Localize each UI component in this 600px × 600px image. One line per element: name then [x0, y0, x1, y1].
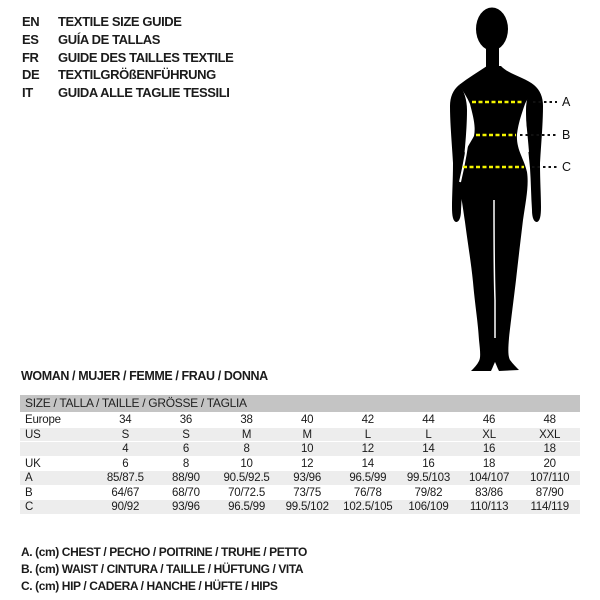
language-code: FR — [22, 49, 39, 65]
cell: 64/67 — [111, 486, 140, 499]
cell: 104/107 — [468, 472, 510, 484]
language-row — [22, 48, 233, 66]
language-label: GUIDA ALLE TAGLIE TESSILI — [58, 85, 230, 101]
cell: 16 — [482, 443, 496, 455]
language-row — [22, 31, 233, 49]
woman-silhouette — [450, 8, 543, 372]
table-row-waist — [20, 485, 580, 500]
cell: 12 — [361, 443, 375, 455]
language-list — [22, 13, 233, 101]
body-measurement-figure — [440, 0, 600, 380]
legend-waist: B. (cm) WAIST / CINTURA / TAILLE / HÜFTUNG / VITA — [21, 562, 304, 577]
row-label: A — [25, 472, 33, 484]
waist-label: B — [562, 128, 571, 142]
cell: 44 — [422, 414, 435, 426]
cell: 76/78 — [353, 486, 382, 499]
cell: 83/86 — [475, 486, 503, 499]
row-label: Europe — [25, 414, 61, 426]
cell: 99.5/103 — [406, 472, 451, 484]
cell: 70/72.5 — [228, 486, 266, 499]
cell: 90/92 — [111, 501, 140, 513]
cell: 99.5/102 — [285, 501, 329, 513]
cell: 36 — [179, 414, 193, 426]
row-label — [20, 442, 95, 457]
woman-silhouette-figure — [440, 0, 600, 380]
language-row — [22, 66, 233, 84]
language-label: GUIDE DES TAILLES TEXTILE — [58, 49, 234, 65]
table-row-europe — [20, 412, 580, 427]
table-row-us — [20, 427, 580, 442]
cell: 88/90 — [172, 472, 200, 484]
cell: 10 — [300, 443, 314, 455]
cell: 96.5/99 — [228, 501, 266, 513]
legend-hip: C. (cm) HIP / CADERA / HANCHE / HÜFTE / HIPS — [21, 579, 278, 594]
table-row-chest — [20, 470, 580, 485]
cell: 48 — [543, 414, 556, 426]
cell: 6 — [182, 443, 190, 455]
measurement-legend — [21, 544, 307, 596]
language-row — [22, 13, 233, 31]
cell: 16 — [422, 457, 435, 470]
table-row-us-numeric — [20, 441, 580, 456]
cell: 93/96 — [293, 472, 322, 484]
cell: 93/96 — [172, 501, 200, 513]
cell: 42 — [361, 414, 375, 426]
cell: 18 — [543, 443, 556, 455]
table-row-hip — [20, 499, 580, 514]
chest-label: A — [562, 95, 571, 109]
cell: 8 — [243, 443, 250, 455]
language-label: TEXTILE SIZE GUIDE — [58, 14, 182, 30]
cell: M — [302, 428, 312, 441]
cell: 34 — [119, 414, 132, 426]
cell: 96.5/99 — [349, 472, 387, 484]
row-label: B — [25, 486, 33, 499]
language-label: TEXTILGRÖßENFÜHRUNG — [58, 67, 216, 83]
cell: S — [182, 428, 190, 441]
cell: 40 — [300, 414, 314, 426]
cell: 38 — [240, 414, 253, 426]
cell: XL — [482, 428, 496, 441]
cell: L — [364, 428, 371, 441]
language-row — [22, 84, 233, 102]
cell: 107/110 — [530, 472, 570, 484]
cell: 79/82 — [414, 486, 443, 499]
row-label: C — [25, 501, 34, 513]
language-code: DE — [22, 67, 40, 83]
table-row-uk — [20, 456, 580, 471]
row-label: UK — [25, 457, 41, 470]
language-code: IT — [22, 85, 33, 101]
cell: M — [241, 428, 252, 441]
row-label: US — [25, 428, 41, 441]
cell: 8 — [182, 457, 190, 470]
cell: 14 — [422, 443, 435, 455]
cell: 85/87.5 — [106, 472, 144, 484]
size-table-header: SIZE / TALLA / TAILLE / GRÖSSE / TAGLIA — [20, 395, 580, 412]
language-code: ES — [22, 32, 39, 48]
cell: 114/119 — [530, 501, 569, 513]
cell: 4 — [122, 443, 129, 455]
cell: 68/70 — [172, 486, 200, 499]
cell: 106/109 — [408, 501, 449, 513]
cell: 14 — [361, 457, 375, 470]
cell: 73/75 — [293, 486, 322, 499]
cell: XXL — [539, 428, 561, 441]
cell: 6 — [122, 457, 129, 470]
cell: 10 — [240, 457, 253, 470]
language-label: GUÍA DE TALLAS — [58, 32, 161, 48]
size-table — [20, 395, 580, 514]
cell: S — [121, 428, 130, 441]
cell: L — [425, 428, 432, 441]
cell: 12 — [300, 457, 314, 470]
cell: 18 — [482, 457, 496, 470]
language-code: EN — [22, 14, 40, 30]
cell: 20 — [543, 457, 556, 470]
cell: 110/113 — [469, 501, 509, 513]
legend-chest: A. (cm) CHEST / PECHO / POITRINE / TRUHE / PETTO — [21, 545, 307, 559]
hip-label: C — [562, 160, 572, 174]
cell: 90.5/92.5 — [223, 472, 270, 484]
cell: 46 — [482, 414, 496, 426]
cell: 102.5/105 — [343, 501, 393, 513]
table-group-title: WOMAN / MUJER / FEMME / FRAU / DONNA — [21, 369, 268, 383]
cell: 87/90 — [535, 486, 564, 499]
